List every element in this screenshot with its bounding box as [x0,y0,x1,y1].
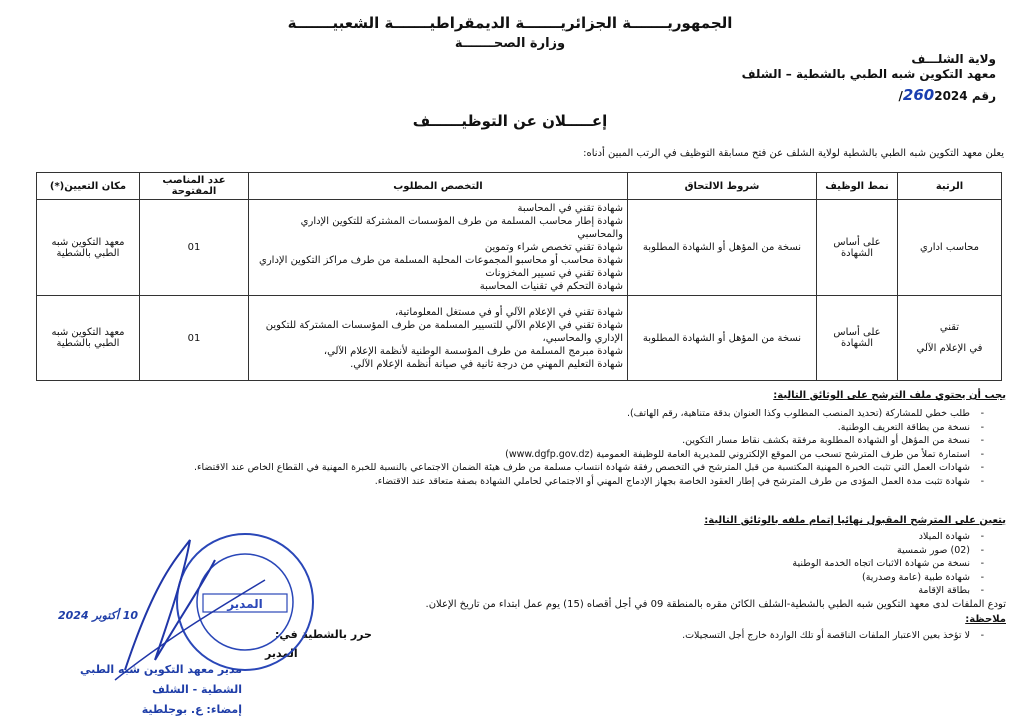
cell-rank [898,296,1002,381]
cell-specialty [249,200,628,296]
positions-table [36,172,1002,381]
cell-place: معهد التكوين شبه الطبي بالشطية [37,200,140,296]
cell-mode: على أساس الشهادة [817,296,898,381]
cell-conditions: نسخة من المؤهل أو الشهادة المطلوبة [628,296,817,381]
list-item: - شهادة تثبت مدة العمل المؤدى من طرف المترشح في إطار العقود الخاصة بجهاز الإدماج المهني أو الاجتماعي لحاملي الشهادة بصفة متعاقد عند الاقتضاء. [34,475,984,489]
col-count: عدد المناصب المفتوحة [140,173,249,200]
wilaya-name: ولاية الشلـــف [911,52,996,66]
col-specialty: التخصص المطلوب [249,173,628,200]
ref-label: رقم [971,89,996,103]
list-item: - شهادة الميلاد [584,530,984,544]
specialty-line: شهادة تقني تخصص شراء وتموين [484,242,623,253]
stamp-line: إمضاء: ع. بوجلطية [141,703,242,716]
list-item: - طلب خطي للمشاركة (تحديد المنصب المطلوب وكذا العنوان بدقة متناهية، رقم الهاتف). [34,407,984,421]
rank-line-1: تقني [939,322,960,333]
institute-name: معهد التكوين شبه الطبي بالشطية – الشلف [741,67,996,81]
ref-number-handwritten: 260 [902,86,935,104]
deposit-note: تودع الملفات لدى معهد التكوين شبه الطبي بالشطية-الشلف الكائن مقره بالمنطقة 09 في أجل أقصاه (15) يوم عمل ابتداء من تاريخ الإعلان. [425,599,1006,610]
list-item: - لا تؤخذ بعين الاعتبار الملفات الناقصة أو تلك الواردة خارج أجل التسجيلات. [284,629,984,643]
list-item: - بطاقة الإقامة [584,584,984,598]
specialty-line: شهادة تقني في المحاسبة [517,203,623,214]
list-item: - نسخة من المؤهل أو الشهادة المطلوبة مرفقة بكشف نقاط مسار التكوين. [34,434,984,448]
cell-count: 01 [140,296,249,381]
file-documents-list [34,407,984,489]
ministry-heading: وزارة الصحـــــــة [454,36,566,51]
cell-specialty [249,296,628,381]
ref-year: 2024/ [898,89,968,103]
stamp-director-text: المدير [227,597,263,611]
cell-rank: محاسب اداري [898,200,1002,296]
specialty-line: شهادة تقني في الإعلام الآلي أو في مستغل المعلوماتية، [394,306,623,318]
cell-conditions: نسخة من المؤهل أو الشهادة المطلوبة [628,200,817,296]
signature-date: 10 أكتوبر 2024 [58,609,139,622]
table-row [37,200,1002,296]
list-item: - شهادة طبية (عامة وصدرية) [584,571,984,585]
cell-count: 01 [140,200,249,296]
remark-list [284,629,984,643]
announcement-title: إعـــــلان عن التوظيــــــف [412,112,608,130]
director-stamp [12,660,242,720]
specialty-line: شهادة تقني في الإعلام الآلي للتسيير المسلمة من طرف المؤسسات المشتركة للتكوين الإداري والمحاسبي، [265,319,623,344]
cell-place: معهد التكوين شبه الطبي بالشطية [37,296,140,381]
list-item: - (02) صور شمسية [584,544,984,558]
specialty-line: شهادة محاسب أو محاسبو المجموعات المحلية المسلمة من طرف مراكز التكوين الإداري [259,255,623,266]
stamp-line: الشطية - الشلف [152,683,242,696]
col-conditions: شروط الالتحاق [628,173,817,200]
stamp-line: مدير معهد التكوين شبه الطبي [79,663,242,676]
remark-title: ملاحظة: [965,614,1006,625]
specialty-line: شهادة التحكم في تقنيات المحاسبة [479,281,623,292]
signature-place: حرر بالشطية في: [275,628,372,641]
specialty-line: شهادة إطار محاسب المسلمة من طرف المؤسسات المشتركة للتكوين الإداري والمحاسبي [300,216,623,240]
republic-heading: الجمهوريـــــــة الجزائريـــــــة الديمقراطيـــــــة الشعبيـــــــة [287,14,733,32]
specialty-line: شهادة تقني في تسيير المخزونات [485,268,623,279]
intro-paragraph: يعلن معهد التكوين شبه الطبي بالشطية لولاية الشلف عن فتح مسابقة التوظيف في الرتب المبين أدناه: [583,148,1004,159]
final-section-title: يتعين على المترشح المقبول نهائيا إتمام ملفه بالوثائق التالية: [704,515,1006,526]
table-header-row [37,173,1002,200]
col-mode: نمط الوظيف [817,173,898,200]
list-item: - نسخة من بطاقة التعريف الوطنية. [34,421,984,435]
specialty-line: شهادة مبرمج المسلمة من طرف المؤسسة الوطنية لأنظمة الإعلام الآلي، [323,345,623,357]
col-rank: الرتبة [898,173,1002,200]
file-section-title: يجب أن يحتوي ملف الترشح على الوثائق التالية: [773,390,1006,401]
table-row [37,296,1002,381]
final-documents-list [584,530,984,598]
reference-number [899,86,996,104]
cell-mode: على أساس الشهادة [817,200,898,296]
list-item: - نسخة من شهادة الاثبات اتجاه الخدمة الوطنية [584,557,984,571]
list-item: - استمارة تملأ من طرف المترشح تسحب من الموقع الإلكتروني للمديرية العامة للوظيفة العمومية (www.dgfp.gov.dz) [34,448,984,462]
rank-line-2: في الإعلام الآلي [916,343,983,354]
list-item: - شهادات العمل التي تثبت الخبرة المهنية المكتسبة من قبل المترشح في التخصص رفقة شهادة انتساب مسلمة من طرف هيئة الضمان الاجتماعي بالنسبة للخبرة المهنية في القطاع الخاص عند الاقتضاء. [34,461,984,475]
specialty-line: شهادة التعليم المهني من درجة ثانية في صيانة أنظمة الإعلام الآلي. [350,358,623,370]
director-title: المدير [265,647,298,660]
col-place: مكان التعيين(*) [37,173,140,200]
